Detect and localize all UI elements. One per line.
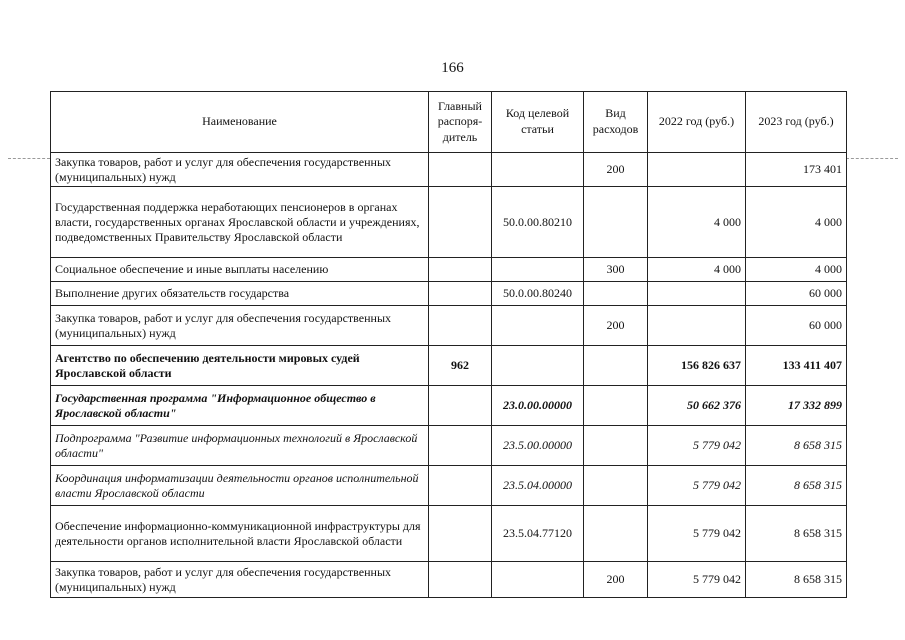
row-manager xyxy=(429,562,492,598)
row-2022 xyxy=(648,153,746,187)
row-2023: 60 000 xyxy=(746,282,847,306)
row-manager xyxy=(429,258,492,282)
row-name: Закупка товаров, работ и услуг для обеспечения государственных (муниципальных) нужд xyxy=(51,153,429,187)
row-name: Координация информатизации деятельности органов исполнительной власти Ярославской области xyxy=(51,466,429,506)
row-2022: 5 779 042 xyxy=(648,426,746,466)
row-name: Подпрограмма "Развитие информационных технологий в Ярославской области" xyxy=(51,426,429,466)
table-row xyxy=(51,386,847,426)
row-name: Социальное обеспечение и иные выплаты населению xyxy=(51,258,429,282)
row-type xyxy=(584,506,648,562)
row-type xyxy=(584,346,648,386)
row-code xyxy=(492,346,584,386)
table-row xyxy=(51,562,847,598)
row-type xyxy=(584,282,648,306)
table-row xyxy=(51,306,847,346)
row-2023: 17 332 899 xyxy=(746,386,847,426)
row-manager xyxy=(429,282,492,306)
row-name: Выполнение других обязательств государства xyxy=(51,282,429,306)
row-manager: 962 xyxy=(429,346,492,386)
row-type: 200 xyxy=(584,153,648,187)
row-2023: 8 658 315 xyxy=(746,466,847,506)
row-manager xyxy=(429,386,492,426)
row-manager xyxy=(429,426,492,466)
row-type xyxy=(584,187,648,258)
row-type: 200 xyxy=(584,306,648,346)
row-2023: 133 411 407 xyxy=(746,346,847,386)
row-2022: 5 779 042 xyxy=(648,506,746,562)
row-2023: 4 000 xyxy=(746,258,847,282)
scan-artifact-line-left xyxy=(8,158,50,159)
table-row xyxy=(51,506,847,562)
row-name: Агентство по обеспечению деятельности мировых судей Ярославской области xyxy=(51,346,429,386)
row-2023: 8 658 315 xyxy=(746,506,847,562)
row-type: 200 xyxy=(584,562,648,598)
row-manager xyxy=(429,506,492,562)
row-2022: 5 779 042 xyxy=(648,562,746,598)
row-type xyxy=(584,466,648,506)
header-year-2022: 2022 год (руб.) xyxy=(648,92,746,153)
row-code: 23.0.00.00000 xyxy=(492,386,584,426)
row-2022 xyxy=(648,306,746,346)
table-row xyxy=(51,153,847,187)
row-2023: 4 000 xyxy=(746,187,847,258)
row-type: 300 xyxy=(584,258,648,282)
row-manager xyxy=(429,306,492,346)
header-year-2023: 2023 год (руб.) xyxy=(746,92,847,153)
row-2022: 50 662 376 xyxy=(648,386,746,426)
header-name: Наименование xyxy=(51,92,429,153)
row-2023: 60 000 xyxy=(746,306,847,346)
row-2022: 156 826 637 xyxy=(648,346,746,386)
table-header-row xyxy=(51,92,847,153)
table-row xyxy=(51,282,847,306)
row-code: 23.5.04.00000 xyxy=(492,466,584,506)
table-row xyxy=(51,466,847,506)
header-manager: Главный распоря- дитель xyxy=(429,92,492,153)
row-manager xyxy=(429,187,492,258)
row-code: 23.5.04.77120 xyxy=(492,506,584,562)
row-2022: 4 000 xyxy=(648,258,746,282)
table-row xyxy=(51,426,847,466)
row-2023: 8 658 315 xyxy=(746,562,847,598)
table-row xyxy=(51,346,847,386)
header-target-code: Код целевой статьи xyxy=(492,92,584,153)
row-2023: 173 401 xyxy=(746,153,847,187)
row-name: Закупка товаров, работ и услуг для обеспечения государственных (муниципальных) нужд xyxy=(51,562,429,598)
row-name: Государственная поддержка неработающих пенсионеров в органах власти, государственных органах Ярославской области и учреждениях, подведомственных Правительству Ярославской области xyxy=(51,187,429,258)
row-code xyxy=(492,306,584,346)
row-manager xyxy=(429,153,492,187)
row-2022 xyxy=(648,282,746,306)
row-type xyxy=(584,426,648,466)
row-code xyxy=(492,562,584,598)
scan-artifact-line-right xyxy=(846,158,898,159)
row-code: 50.0.00.80210 xyxy=(492,187,584,258)
row-code xyxy=(492,258,584,282)
row-2023: 8 658 315 xyxy=(746,426,847,466)
row-code xyxy=(492,153,584,187)
row-name: Государственная программа "Информационное общество в Ярославской области" xyxy=(51,386,429,426)
row-name: Обеспечение информационно-коммуникационной инфраструктуры для деятельности органов исполнительной власти Ярославской области xyxy=(51,506,429,562)
header-expense-type: Вид расходов xyxy=(584,92,648,153)
row-2022: 4 000 xyxy=(648,187,746,258)
row-code: 50.0.00.80240 xyxy=(492,282,584,306)
row-name: Закупка товаров, работ и услуг для обеспечения государственных (муниципальных) нужд xyxy=(51,306,429,346)
table-row xyxy=(51,187,847,258)
row-code: 23.5.00.00000 xyxy=(492,426,584,466)
row-2022: 5 779 042 xyxy=(648,466,746,506)
budget-table xyxy=(50,91,847,598)
page-number: 166 xyxy=(441,60,464,76)
row-type xyxy=(584,386,648,426)
table-row xyxy=(51,258,847,282)
row-manager xyxy=(429,466,492,506)
